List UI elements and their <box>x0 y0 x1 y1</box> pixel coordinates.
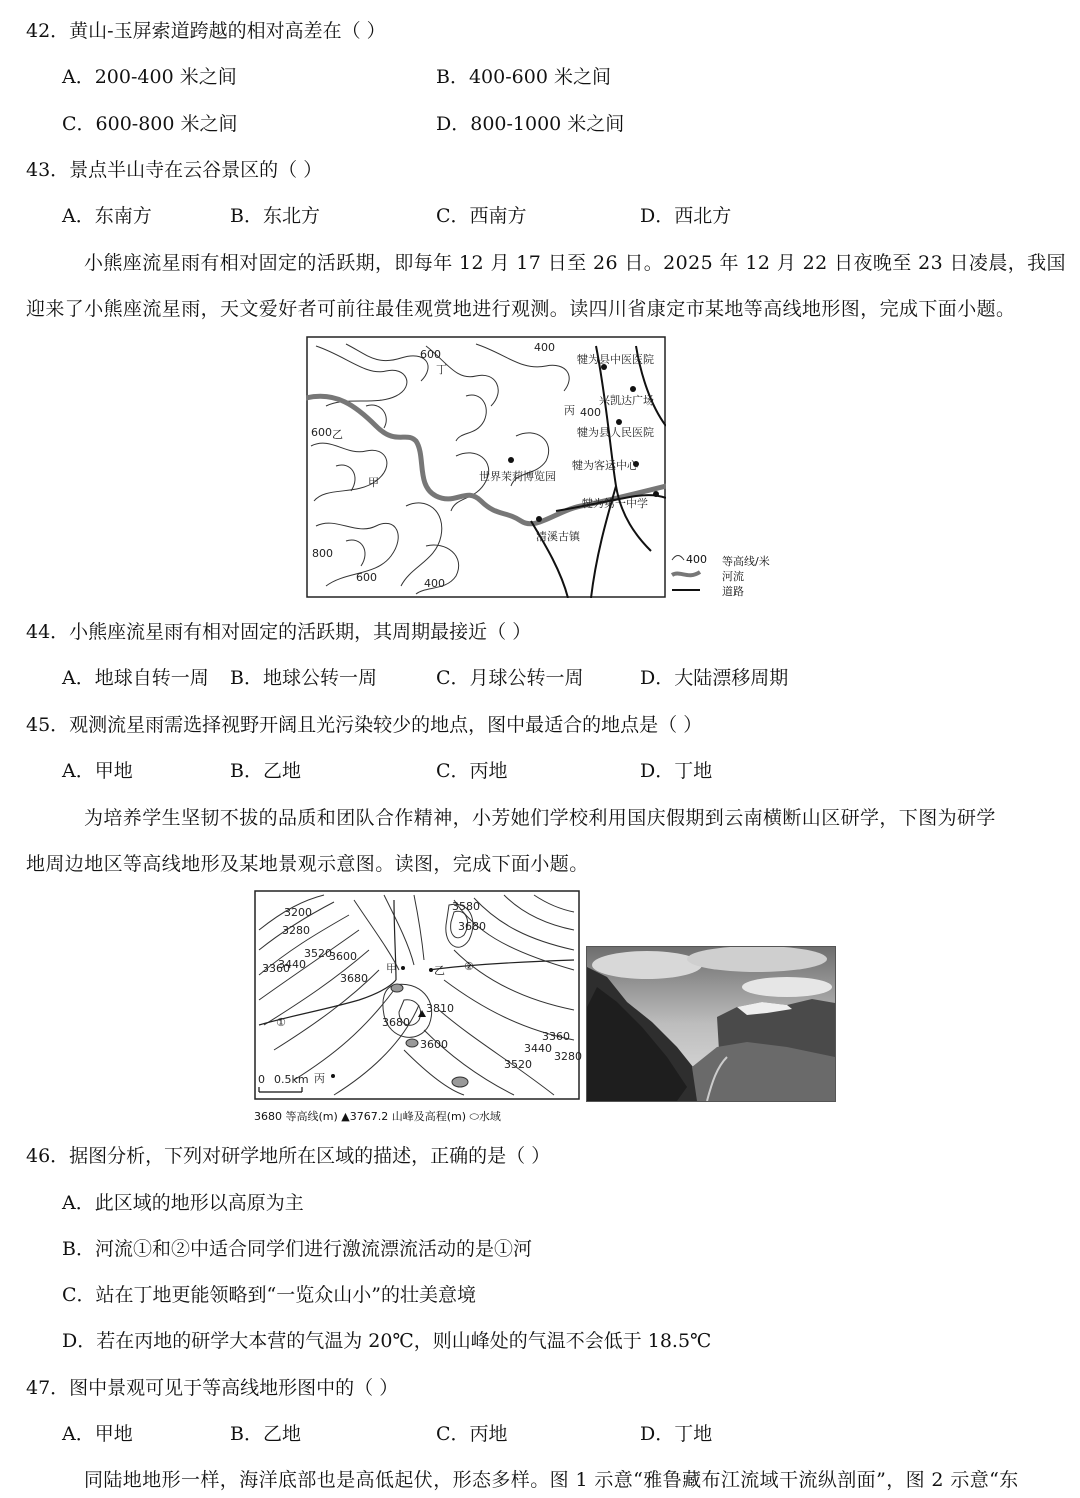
map1-label-museum: 世界茉莉博览园 <box>479 470 556 483</box>
map2-contour-3680b: 3680 <box>458 920 486 933</box>
map1-label-jia: 甲 <box>368 476 379 489</box>
map1-label-yi: 乙 <box>332 428 343 441</box>
map2-contour-3200: 3200 <box>284 906 312 919</box>
question-46-option-a: A．此区域的地形以高原为主 <box>62 1192 304 1214</box>
map1-label-hospital-tcm: 犍为县中医医院 <box>577 353 654 366</box>
contour-map-hengduan <box>254 890 580 1100</box>
map1-contour-600c: 600 <box>356 571 377 584</box>
question-42-option-b: B．400-600 米之间 <box>436 66 611 88</box>
map1-contour-600b: 600 <box>311 426 332 439</box>
passage-2-line-1: 为培养学生坚韧不拔的品质和团队合作精神，小芳她们学校利用国庆假期到云南横断山区研学，下图为研学 <box>84 807 996 829</box>
question-43-option-a: A．东南方 <box>62 205 152 227</box>
map2-contour-3680: 3680 <box>340 972 368 985</box>
map2-legend <box>254 1108 554 1124</box>
question-45-option-a: A．甲地 <box>62 760 133 782</box>
question-42-option-d: D．800-1000 米之间 <box>436 113 625 135</box>
map2-peak-3810: 3810 <box>426 1002 454 1015</box>
map2-contour-3360b: 3360 <box>542 1030 570 1043</box>
question-46-option-d: D．若在丙地的研学大本营的气温为 20℃，则山峰处的气温不会低于 18.5℃ <box>62 1330 712 1352</box>
map2-label-river-2: ② <box>464 960 474 973</box>
question-42-option-c: C．600-800 米之间 <box>62 113 238 135</box>
map2-contour-3440: 3440 <box>278 958 306 971</box>
question-45-stem: 45．观测流星雨需选择视野开阔且光污染较少的地点，图中最适合的地点是（ ） <box>26 714 703 736</box>
map2-legend-text: 3680 等高线(m) ▲3767.2 山峰及高程(m) ⬭水域 <box>254 1110 501 1123</box>
map2-label-yi: 乙 <box>434 964 445 977</box>
question-47-stem: 47．图中景观可见于等高线地形图中的（ ） <box>26 1377 399 1399</box>
question-46-option-c: C．站在丁地更能领略到“一览众山小”的壮美意境 <box>62 1284 476 1306</box>
question-42-option-a: A．200-400 米之间 <box>62 66 237 88</box>
question-44-option-a: A．地球自转一周 <box>62 667 209 689</box>
question-45-option-b: B．乙地 <box>230 760 301 782</box>
map2-label-river-1: ① <box>276 1016 286 1029</box>
question-46-stem: 46．据图分析，下列对研学地所在区域的描述，正确的是（ ） <box>26 1145 551 1167</box>
map1-label-bing: 丙 <box>564 404 575 417</box>
question-46-option-b: B．河流①和②中适合同学们进行激流漂流活动的是①河 <box>62 1238 532 1260</box>
map1-label-school: 犍为第一中学 <box>582 497 648 510</box>
map1-legend-road: 道路 <box>722 585 744 598</box>
map1-legend-river: 河流 <box>722 570 744 583</box>
question-42-stem: 42．黄山-玉屏索道跨越的相对高差在（ ） <box>26 20 386 42</box>
map1-legend <box>670 550 790 598</box>
question-44-option-c: C．月球公转一周 <box>436 667 584 689</box>
question-43-option-d: D．西北方 <box>640 205 732 227</box>
landscape-photo <box>586 946 836 1102</box>
question-47-option-d: D．丁地 <box>640 1423 713 1445</box>
map2-label-bing: 丙 <box>314 1072 325 1085</box>
passage-2-line-2: 地周边地区等高线地形及某地景观示意图。读图，完成下面小题。 <box>26 853 589 875</box>
question-44-option-d: D．大陆漂移周期 <box>640 667 789 689</box>
map2-contour-3360: 3360 <box>262 962 290 975</box>
map2-contour-3280b: 3280 <box>554 1050 582 1063</box>
map1-label-plaza: 兴凯达广场 <box>599 394 654 407</box>
map1-legend-contour: 等高线/米 <box>722 555 770 568</box>
map2-scale-label: 0.5km <box>274 1073 309 1086</box>
question-44-stem: 44．小熊座流星雨有相对固定的活跃期，其周期最接近（ ） <box>26 621 532 643</box>
question-43-option-b: B．东北方 <box>230 205 320 227</box>
question-43-option-c: C．西南方 <box>436 205 527 227</box>
map1-label-town: 清溪古镇 <box>536 530 580 543</box>
passage-3-line-1: 同陆地地形一样，海洋底部也是高低起伏，形态多样。图 1 示意“雅鲁藏布江流域干流纵剖面”，图 2 示意“东 <box>84 1469 1019 1491</box>
map2-contour-3520: 3520 <box>304 947 332 960</box>
passage-1-line-2: 迎来了小熊座流星雨，天文爱好者可前往最佳观赏地进行观测。读四川省康定市某地等高线地形图，完成下面小题。 <box>26 298 1016 320</box>
map2-contour-3580: 3580 <box>452 900 480 913</box>
map2-label-jia: 甲 <box>386 962 397 975</box>
landscape-photo-svg <box>587 947 835 1101</box>
map1-label-bus-center: 犍为客运中心 <box>572 459 638 472</box>
question-45-option-d: D．丁地 <box>640 760 713 782</box>
question-43-stem: 43．景点半山寺在云谷景区的（ ） <box>26 159 323 181</box>
map1-contour-400c: 400 <box>424 577 445 590</box>
map1-legend-contour-value: 400 <box>686 553 707 566</box>
map1-label-hospital-people: 犍为县人民医院 <box>577 426 654 439</box>
contour-map-kangding <box>306 336 666 598</box>
question-47-option-c: C．丙地 <box>436 1423 508 1445</box>
question-45-option-c: C．丙地 <box>436 760 508 782</box>
map2-contour-3600: 3600 <box>329 950 357 963</box>
map2-contour-3280: 3280 <box>282 924 310 937</box>
map1-contour-800: 800 <box>312 547 333 560</box>
map2-contour-3600b: 3600 <box>420 1038 448 1051</box>
question-47-option-a: A．甲地 <box>62 1423 133 1445</box>
map2-contour-3440b: 3440 <box>524 1042 552 1055</box>
map1-contour-400: 400 <box>534 341 555 354</box>
map1-contour-600: 600 <box>420 348 441 361</box>
map2-scale-zero: 0 <box>258 1073 265 1086</box>
question-47-option-b: B．乙地 <box>230 1423 301 1445</box>
map2-contour-3680c: 3680 <box>382 1016 410 1029</box>
map2-contour-3520b: 3520 <box>504 1058 532 1071</box>
question-44-option-b: B．地球公转一周 <box>230 667 377 689</box>
passage-1-line-1: 小熊座流星雨有相对固定的活跃期，即每年 12 月 17 日至 26 日。2025 年 12 月 22 日夜晚至 23 日凌晨，我国 <box>84 252 1066 274</box>
map1-contour-400b: 400 <box>580 406 601 419</box>
map1-label-ding: 丁 <box>436 363 447 376</box>
